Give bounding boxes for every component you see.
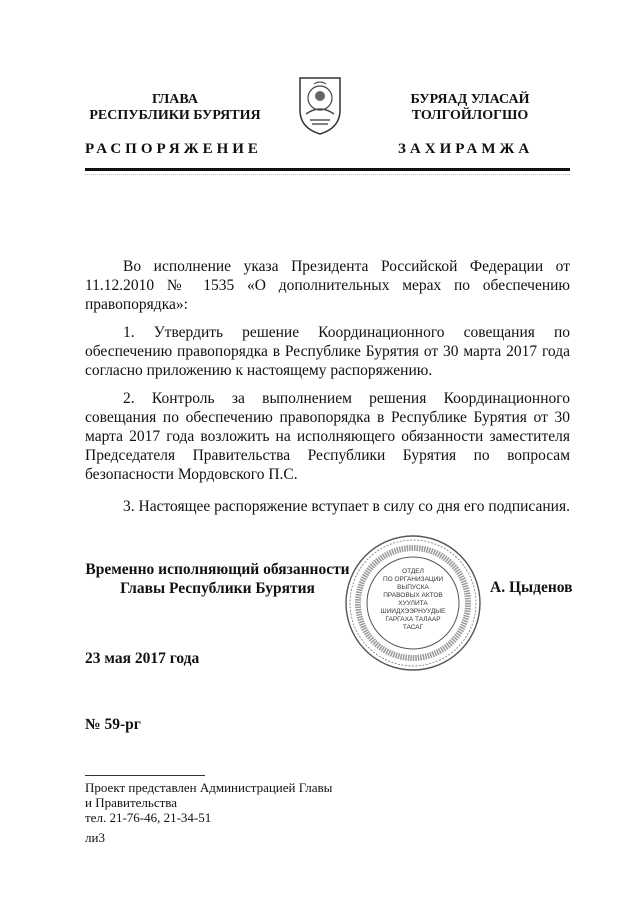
header-left-line1: ГЛАВА bbox=[152, 92, 198, 107]
doc-type-right: ЗАХИРАМЖА bbox=[398, 141, 534, 157]
item-1-paragraph: 1. Утвердить решение Координационного совещания по обеспечению правопорядка в Республике Бурятия от 30 марта 2017 года согласно приложению к настоящему распоряжению. bbox=[85, 324, 570, 379]
footer-line2: и Правительства bbox=[85, 795, 178, 810]
footer-rule bbox=[85, 775, 205, 776]
header-right bbox=[380, 92, 560, 124]
stamp-line5: ХУУЛИТА bbox=[398, 600, 428, 607]
stamp-line1: ОТДЕЛ bbox=[402, 568, 424, 575]
footer-line3: тел. 21-76-46, 21-34-51 bbox=[85, 810, 212, 825]
header-right-line1: БУРЯАД УЛАСАЙ bbox=[410, 92, 530, 107]
footer-line4: ли3 bbox=[85, 830, 105, 845]
header-left-line2: РЕСПУБЛИКИ БУРЯТИЯ bbox=[89, 108, 261, 123]
stamp-line7: ГАРГАХА ТАЛААР bbox=[385, 616, 441, 623]
signatory-title bbox=[85, 560, 350, 598]
footer-note bbox=[85, 780, 332, 845]
document-number: № 59-рг bbox=[85, 716, 141, 733]
header-right-line2: ТОЛГОЙЛОГШО bbox=[411, 108, 529, 123]
official-stamp bbox=[344, 534, 482, 672]
preamble-paragraph: Во исполнение указа Президента Российской Федерации от 11.12.2010 № 1535 «О дополнительных мерах по обеспечению правопорядка»: bbox=[85, 258, 570, 313]
doc-type-left: РАСПОРЯЖЕНИЕ bbox=[85, 141, 262, 157]
signatory-name: А. Цыденов bbox=[490, 579, 573, 596]
signatory-title-line2: Главы Республики Бурятия bbox=[120, 580, 315, 597]
stamp-line8: ТАСАГ bbox=[402, 624, 424, 631]
stamp-line3: ВЫПУСКА bbox=[397, 584, 429, 591]
stamp-line6: ШИИДХЭЭРНУУДЫЕ bbox=[380, 608, 446, 615]
dotted-divider bbox=[85, 174, 570, 177]
header-left bbox=[85, 92, 265, 124]
header-divider bbox=[85, 168, 570, 171]
coat-of-arms-icon bbox=[296, 74, 344, 136]
document-date: 23 мая 2017 года bbox=[85, 650, 200, 667]
stamp-line2: ПО ОРГАНИЗАЦИИ bbox=[382, 576, 444, 583]
stamp-line4: ПРАВОВЫХ АКТОВ bbox=[383, 592, 443, 599]
item-3-paragraph: 3. Настоящее распоряжение вступает в силу со дня его подписания. bbox=[123, 498, 570, 515]
footer-line1: Проект представлен Администрацией Главы bbox=[85, 780, 333, 795]
item-2-paragraph: 2. Контроль за выполнением решения Координационного совещания по обеспечению правопорядка в Республике Бурятия от 30 марта 2017 года возложить на исполняющего обязанности заместителя Председателя Правительства Республики Бурятия по вопросам безопасности Мордовского П.С. bbox=[85, 390, 570, 483]
signatory-title-line1: Временно исполняющий обязанности bbox=[85, 561, 350, 578]
